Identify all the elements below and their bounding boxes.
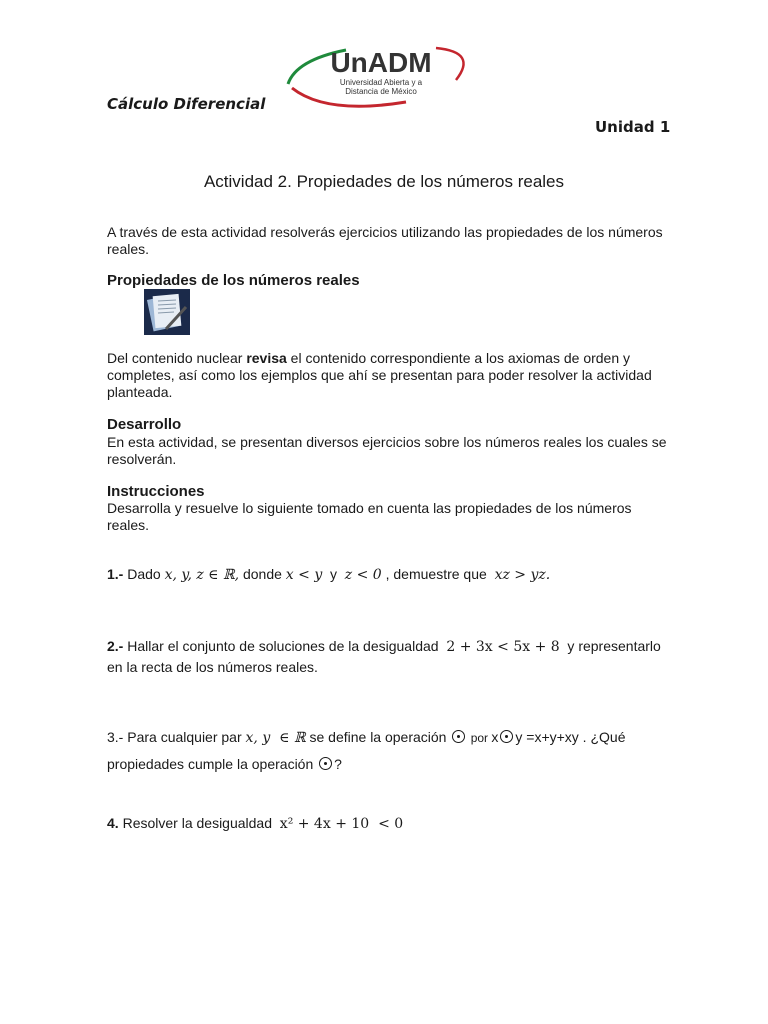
unit-label: Unidad 1: [595, 118, 671, 136]
content-paragraph: Del contenido nuclear revisa el contenido correspondiente a los axiomas de orden y completes, así como los ejemplos que ahí se presentan para poder resolver la actividad planteada.: [107, 350, 652, 400]
odot-operator-icon: [452, 730, 465, 743]
logo-subtitle-1: Universidad Abierta y a: [339, 78, 423, 87]
section-heading-desarrollo: Desarrollo: [107, 416, 182, 433]
odot-operator-icon: [500, 730, 513, 743]
logo-text: UnADM: [330, 47, 432, 78]
instrucciones-paragraph: Desarrolla y resuelve lo siguiente tomado en cuenta las propiedades de los números reales.: [107, 500, 632, 533]
exercise-4: 4. Resolver la desigualdad x² + 4x + 10 < 0: [107, 815, 404, 832]
section-heading-properties: Propiedades de los números reales: [107, 272, 360, 289]
page-title: Actividad 2. Propiedades de los números reales: [203, 172, 565, 191]
section-heading-instrucciones: Instrucciones: [107, 483, 205, 500]
exercise-1: 1.- Dado x, y, z ∈ ℝ, donde x < y y z < 0 , demuestre que xz > yz.: [107, 566, 551, 583]
course-name: Cálculo Diferencial: [107, 95, 266, 113]
exercise-3: 3.- Para cualquier par x, y ∈ ℝ se define la operación por x y =x+y+xy . ¿Qué propiedades cumple la operación ?: [107, 729, 626, 772]
exercise-2: 2.- Hallar el conjunto de soluciones de la desigualdad 2 + 3x < 5x + 8 y representarlo en la recta de los números reales.: [107, 638, 665, 675]
desarrollo-paragraph: En esta actividad, se presentan diversos ejercicios sobre los números reales los cuales se resolverán.: [107, 434, 667, 467]
revisa-bold: revisa: [246, 350, 287, 366]
intro-paragraph: A través de esta actividad resolverás ejercicios utilizando las propiedades de los números reales.: [107, 224, 663, 257]
unadm-logo: [286, 40, 476, 110]
document-icon: [144, 289, 190, 335]
logo-subtitle-2: Distancia de México: [345, 87, 417, 96]
odot-operator-icon: [319, 757, 332, 770]
